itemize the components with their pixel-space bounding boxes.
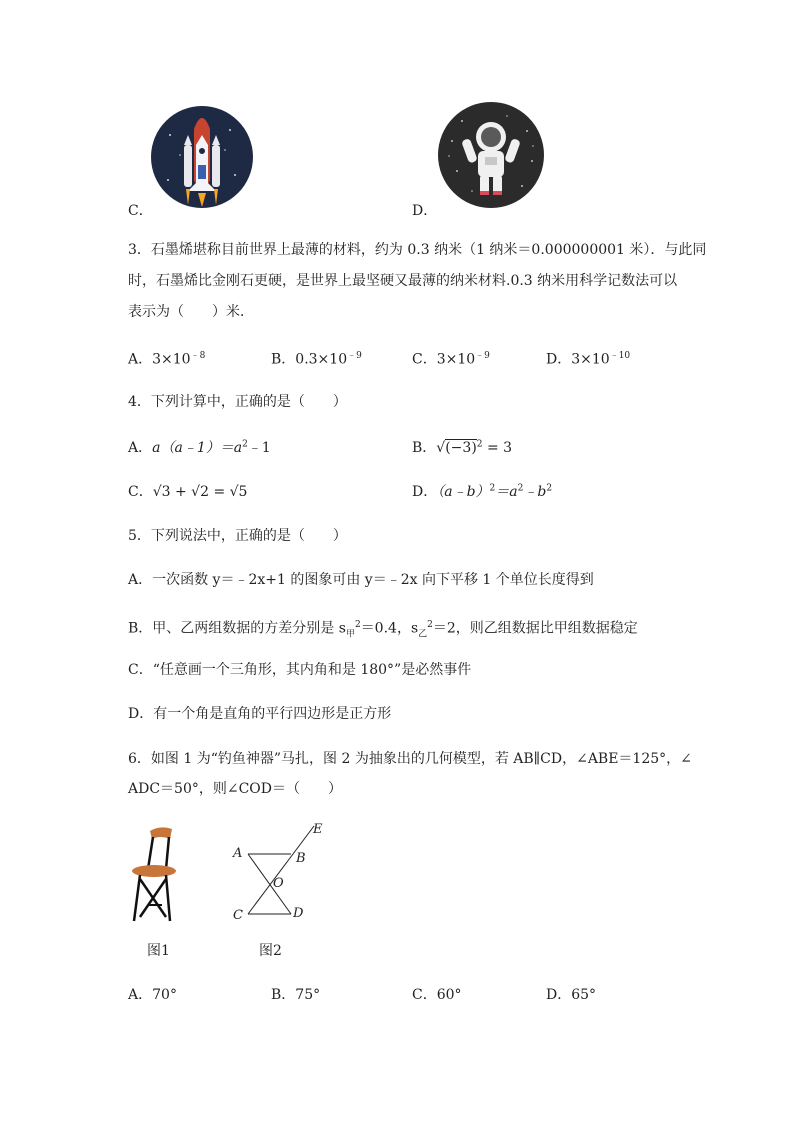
folding-stool-image: [126, 825, 186, 925]
q4-option-c: C．√3 + √2 = √5: [128, 484, 248, 500]
q4-stem: 4．下列计算中，正确的是（ ）: [128, 394, 347, 410]
q5-option-b: B．甲、乙两组数据的方差分别是 $s_甲^2=0.4$，$s_乙^2=2$，则乙组数据比甲组数据稳定: [128, 620, 638, 640]
q4-option-b: B．$√(-3)^2 = 3$: [412, 439, 513, 456]
q4-option-a: A．$a(a﹣1)=a^2﹣1$: [128, 439, 271, 456]
geometry-figure: [228, 822, 332, 922]
point-label-b: B: [296, 851, 306, 866]
q6-line1: 6．如图 1 为“钓鱼神器”马扎，图 2 为抽象出的几何模型，若 AB∥CD，∠ABE＝125°，∠: [128, 751, 692, 767]
q3-line3: 表示为（ ）米．: [128, 304, 254, 320]
q6-option-a: A．70°: [128, 987, 177, 1003]
fig2-caption: 图2: [259, 943, 282, 959]
q3-option-c: C．$3\times 10^{﹣9}$: [412, 351, 490, 368]
rocket-image: [150, 105, 254, 209]
q3-line2: 时，石墨烯比金刚石更硬，是世界上最坚硬又最薄的纳米材料.0.3 纳米用科学记数法可以: [128, 273, 678, 289]
point-label-c: C: [233, 908, 243, 923]
q6-option-c: C．60°: [412, 987, 462, 1003]
q2-option-c: C．: [128, 203, 153, 219]
q6-option-d: D．65°: [546, 987, 597, 1003]
q2-option-d: D．: [412, 203, 438, 219]
q3-option-d: D．$3\times 10^{﹣10}$: [546, 351, 631, 368]
point-label-d: D: [293, 906, 304, 921]
q4-option-d: D．$(a﹣b)^2=a^2﹣b^2$: [412, 483, 553, 500]
point-label-o: O: [273, 876, 284, 891]
q5-stem: 5．下列说法中，正确的是（ ）: [128, 528, 347, 544]
point-label-a: A: [233, 846, 243, 861]
astronaut-image: [437, 101, 545, 209]
point-label-e: E: [313, 822, 323, 837]
q6-line2: ADC＝50°，则∠COD＝（ ）: [128, 781, 343, 797]
q5-option-a: A．一次函数 y＝﹣2x+1 的图象可由 y＝﹣2x 向下平移 1 个单位长度得到: [128, 572, 594, 588]
q3-option-b: B．$0.3\times 10^{﹣9}$: [271, 351, 362, 368]
q5-option-d: D．有一个角是直角的平行四边形是正方形: [128, 706, 392, 722]
q3-line1: 3．石墨烯堪称目前世界上最薄的材料，约为 0.3 纳米（1 纳米＝0.000000001 米）．与此同: [128, 242, 707, 258]
sqrt-sign: √: [436, 440, 446, 456]
fig1-caption: 图1: [147, 943, 170, 959]
q6-option-b: B．75°: [271, 987, 321, 1003]
q3-option-a: A．$3\times 10^{﹣8}$: [128, 351, 206, 368]
q5-option-c: C．“任意画一个三角形，其内角和是 180°”是必然事件: [128, 662, 472, 678]
